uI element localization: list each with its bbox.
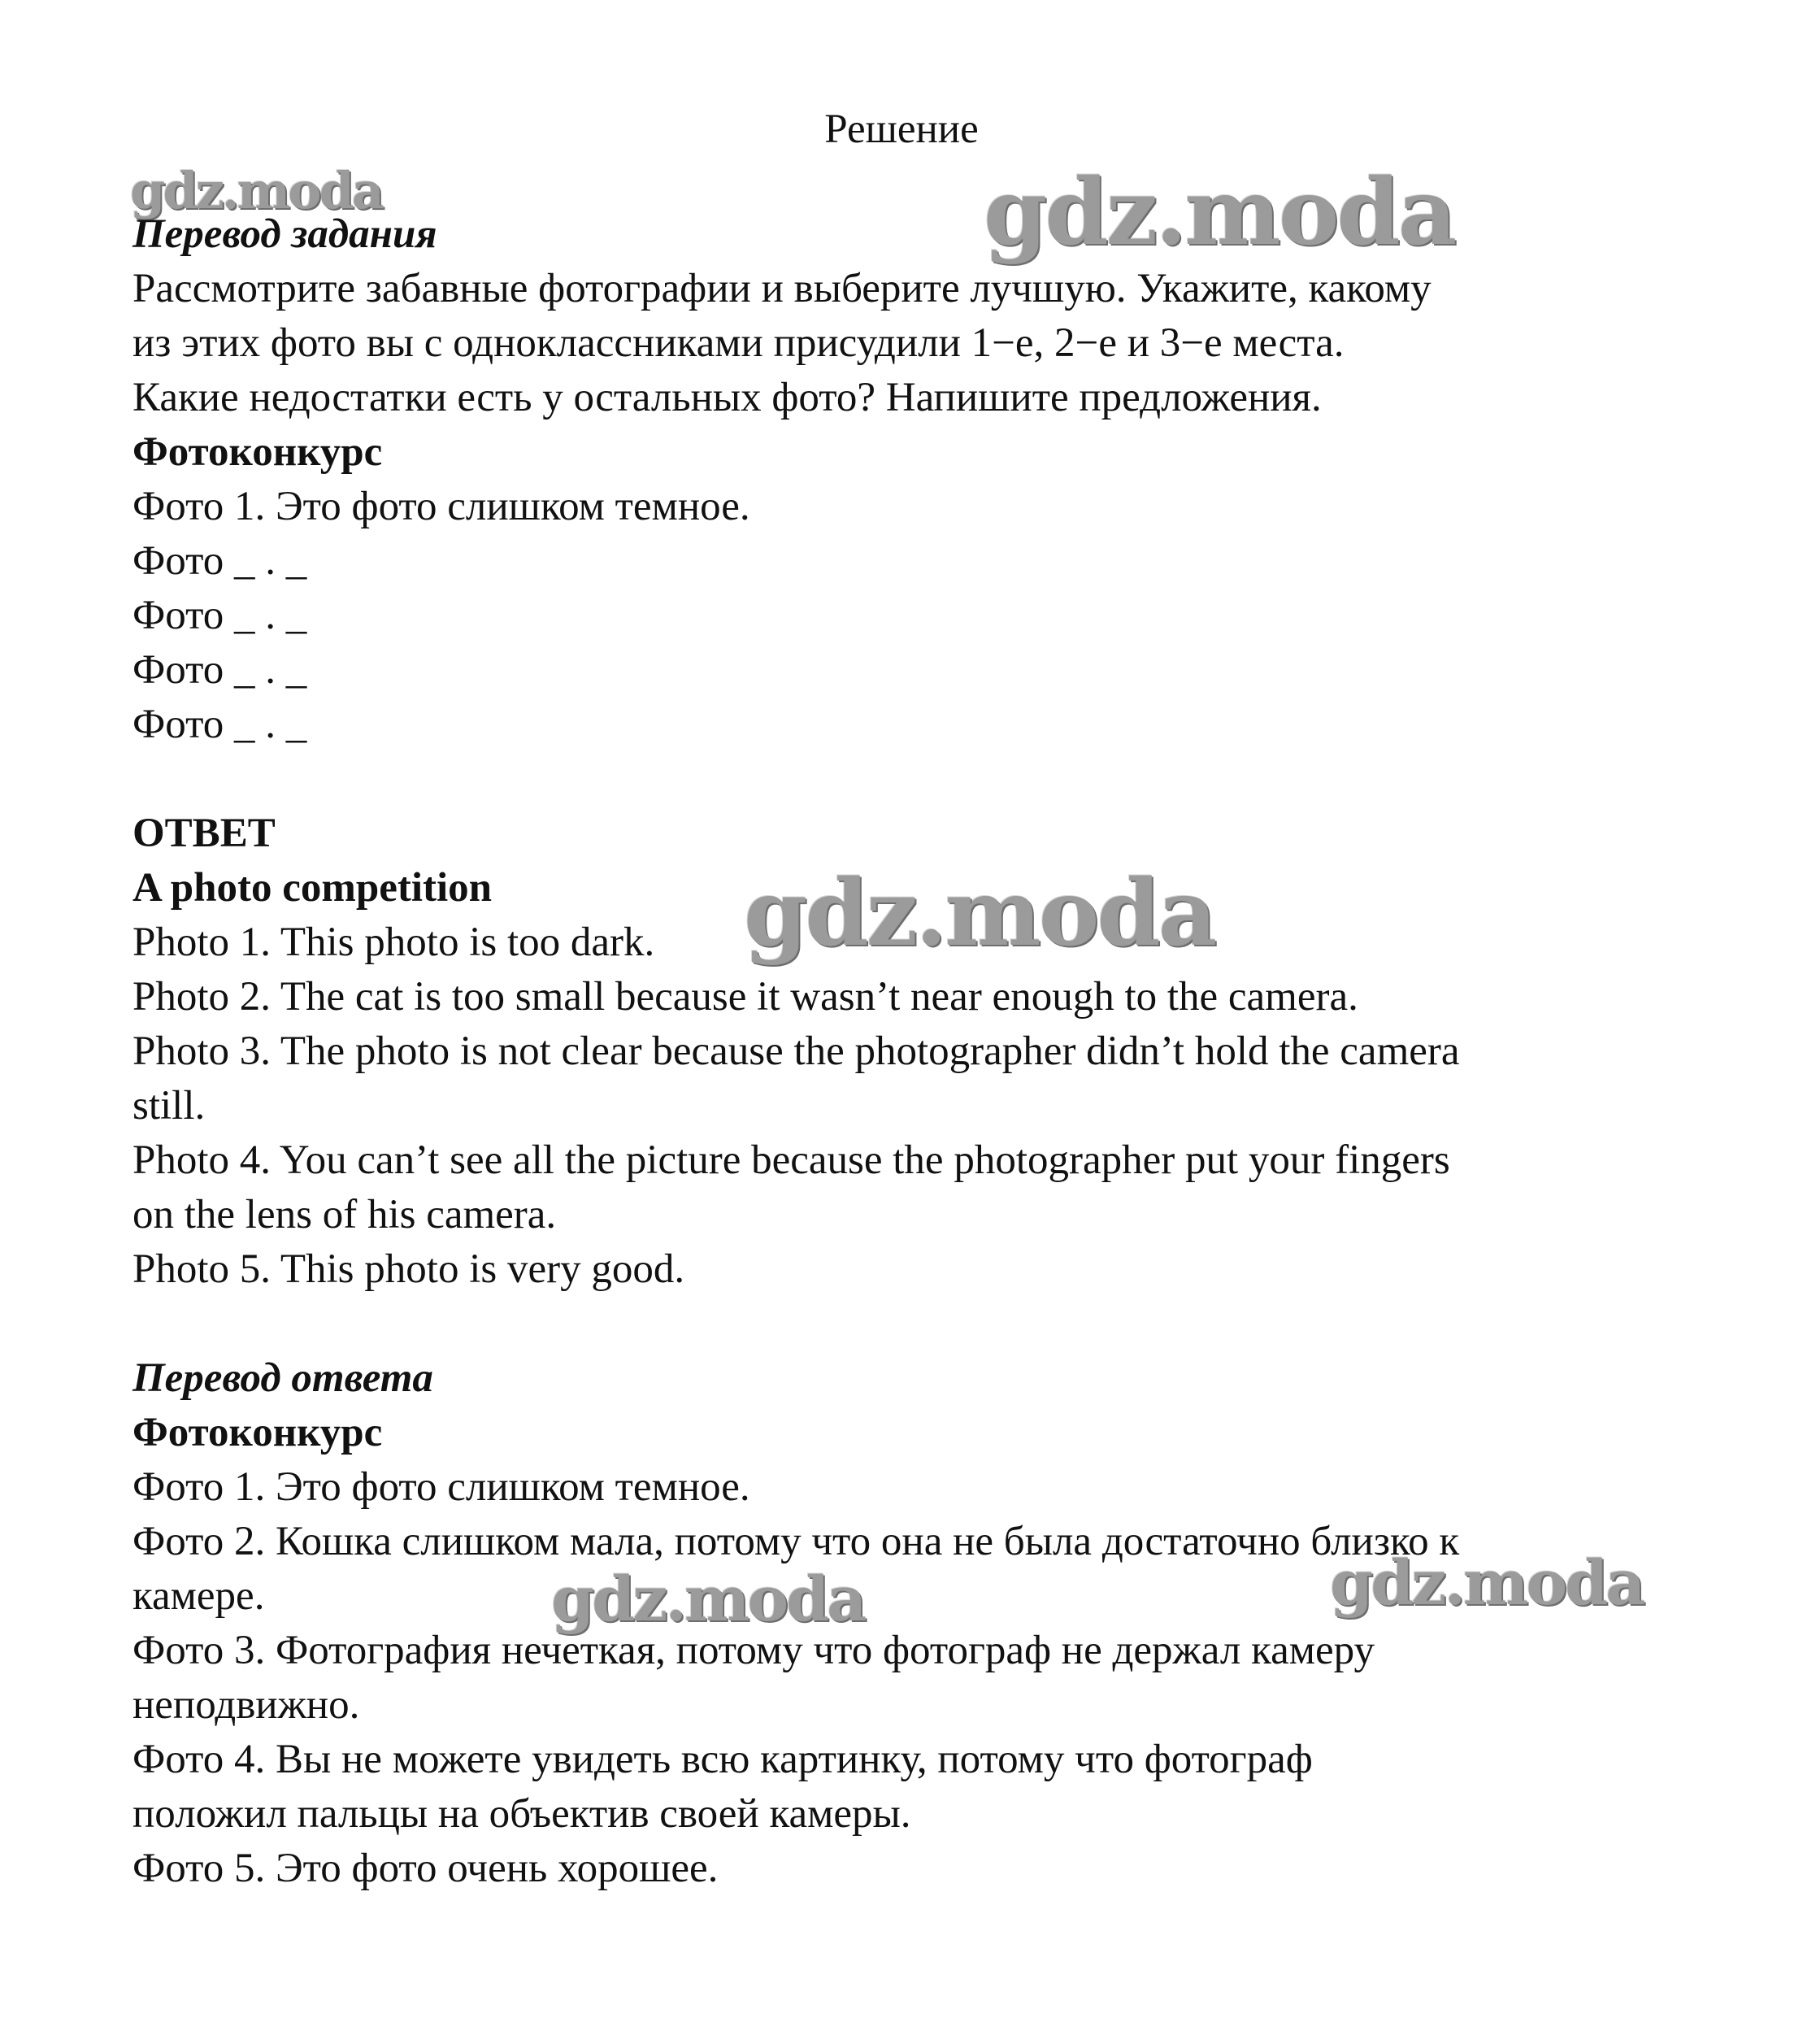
task-text-line: Какие недостатки есть у остальных фото? Напишите предложения. bbox=[133, 375, 1322, 420]
answer-translation-line: Фото 3. Фотография нечеткая, потому что фотограф не держал камеру bbox=[133, 1628, 1375, 1673]
watermark-logo: gdz.moda bbox=[1330, 1546, 1644, 1619]
watermark-logo: gdz.moda bbox=[744, 860, 1215, 967]
task-subheading: Фотоконкурс bbox=[133, 429, 383, 475]
answer-translation-line: камере. bbox=[133, 1573, 265, 1619]
page-title: Решение bbox=[824, 107, 979, 152]
task-translation-heading: Перевод задания bbox=[133, 211, 437, 257]
answer-translation-line: Фото 4. Вы не можете увидеть всю картинку, потому что фотограф bbox=[133, 1737, 1313, 1782]
watermark-logo: gdz.moda bbox=[130, 161, 382, 220]
answer-translation-line: неподвижно. bbox=[133, 1682, 360, 1728]
answer-heading: ОТВЕТ bbox=[133, 811, 276, 856]
task-item: Фото 1. Это фото слишком темное. bbox=[133, 484, 750, 529]
answer-subheading: A photo competition bbox=[133, 865, 493, 911]
answer-translation-heading: Перевод ответа bbox=[133, 1355, 433, 1401]
task-text-line: из этих фото вы с одноклассниками присудили 1−е, 2−е и 3−е места. bbox=[133, 320, 1345, 366]
answer-line: Photo 5. This photo is very good. bbox=[133, 1246, 685, 1292]
watermark-logo: gdz.moda bbox=[984, 159, 1455, 266]
answer-line: on the lens of his camera. bbox=[133, 1192, 557, 1237]
answer-translation-line: Фото 5. Это фото очень хорошее. bbox=[133, 1846, 719, 1891]
answer-translation-line: положил пальцы на объектив своей камеры. bbox=[133, 1791, 911, 1837]
watermark-logo: gdz.moda bbox=[551, 1563, 865, 1635]
task-item: Фото _ . _ bbox=[133, 593, 307, 638]
answer-translation-line: Фото 1. Это фото слишком темное. bbox=[133, 1464, 750, 1510]
answer-line: Photo 2. The cat is too small because it wasn’t near enough to the camera. bbox=[133, 974, 1358, 1020]
task-item: Фото _ . _ bbox=[133, 702, 307, 747]
task-item: Фото _ . _ bbox=[133, 538, 307, 584]
answer-line: Photo 1. This photo is too dark. bbox=[133, 920, 655, 965]
answer-line: Photo 4. You can’t see all the picture because the photographer put your fingers bbox=[133, 1137, 1450, 1183]
answer-translation-line: Фото 2. Кошка слишком мала, потому что она не была достаточно близко к bbox=[133, 1519, 1460, 1564]
answer-translation-subheading: Фотоконкурс bbox=[133, 1410, 383, 1455]
task-item: Фото _ . _ bbox=[133, 647, 307, 693]
answer-line: still. bbox=[133, 1083, 206, 1129]
answer-line: Photo 3. The photo is not clear because the photographer didn’t hold the camera bbox=[133, 1029, 1460, 1074]
task-text-line: Рассмотрите забавные фотографии и выберите лучшую. Укажите, какому bbox=[133, 266, 1432, 311]
